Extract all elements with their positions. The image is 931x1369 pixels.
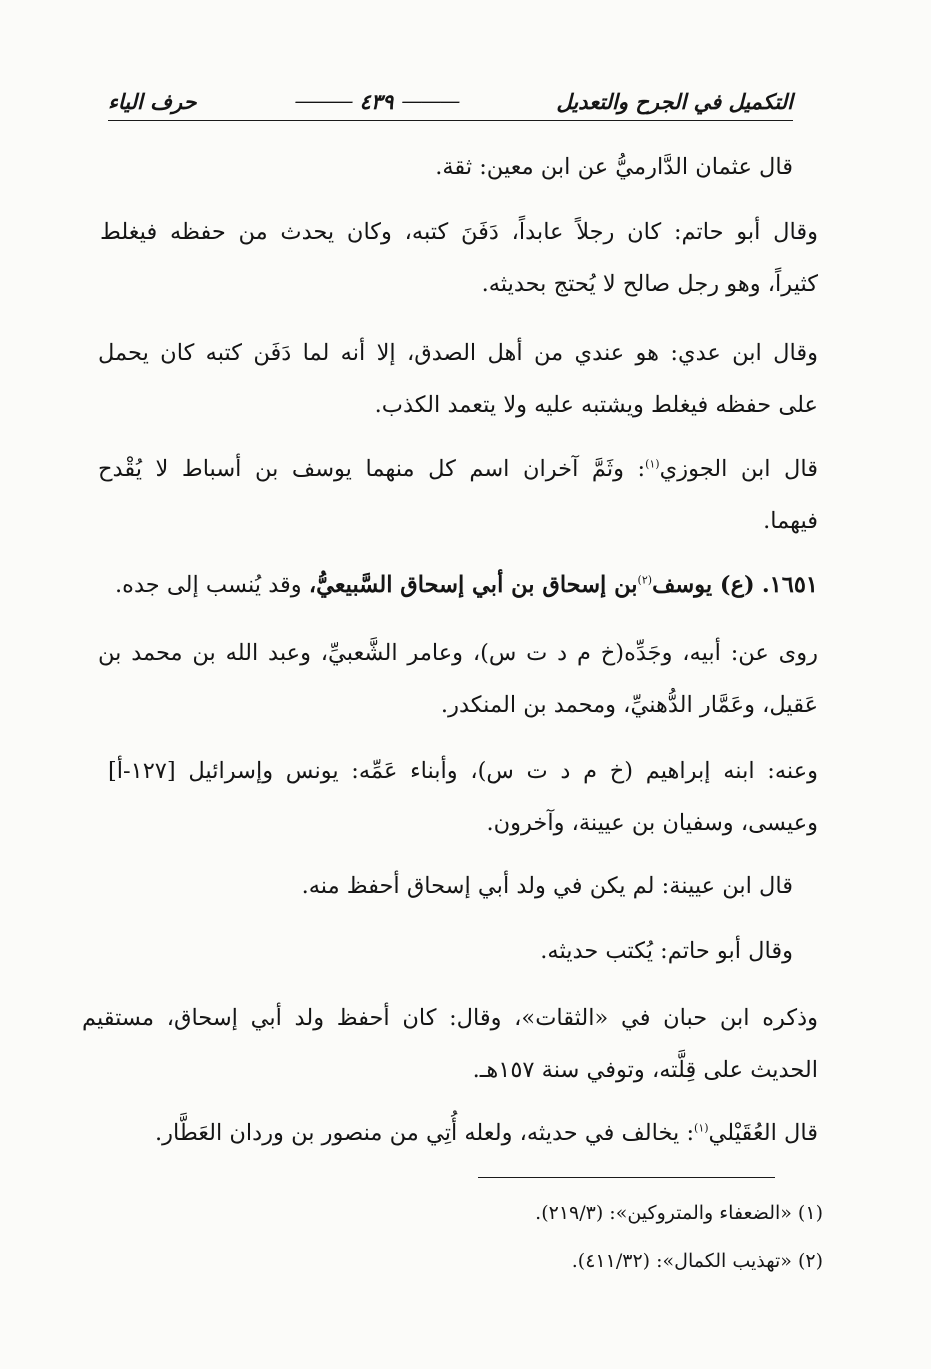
page-number: ٤٣٩ bbox=[359, 88, 394, 114]
text-line bbox=[100, 1107, 818, 1159]
paragraph-darimi bbox=[420, 141, 793, 193]
paragraph-abu-hatim-2 bbox=[480, 925, 793, 977]
footnote-separator bbox=[478, 1177, 775, 1178]
text-span: قال العُقَيْلي bbox=[708, 1120, 818, 1146]
text-line: وذكره ابن حبان في «الثقات»، وقال: كان أحفظ ولد أبي إسحاق، مستقيم bbox=[82, 1005, 818, 1031]
entry-number: ١٦٥١. bbox=[761, 572, 818, 598]
text-line bbox=[98, 443, 818, 495]
entry-heading bbox=[115, 559, 818, 611]
text-line: عَقيل، وعَمَّار الدُّهنيِّ، ومحمد بن المنكدر. bbox=[440, 692, 818, 718]
paragraph-ibn-adi bbox=[98, 327, 818, 431]
paragraph-ibn-hibban bbox=[82, 992, 818, 1096]
text-line: الحديث على قِلَّته، وتوفي سنة ١٥٧هـ. bbox=[472, 1057, 818, 1083]
text-span: : يخالف في حديثه، ولعله أُتِي من منصور بن وردان العَطَّار. bbox=[154, 1120, 695, 1146]
entry-name: بن إسحاق بن أبي إسحاق السَّبيعيُّ، bbox=[308, 572, 638, 598]
footnote-ref: (١) bbox=[694, 1121, 709, 1135]
text-line: وقال أبو حاتم: يُكتب حديثه. bbox=[540, 938, 793, 964]
footnote-2: (٢) «تهذيب الكمال»: (٤١١/٣٢). bbox=[571, 1250, 823, 1272]
text-line: قال ابن عيينة: لم يكن في ولد أبي إسحاق أحفظ منه. bbox=[301, 873, 793, 899]
paragraph-narrators bbox=[108, 745, 818, 849]
text-span: قال ابن الجوزي bbox=[659, 456, 818, 482]
entry-note: وقد يُنسب إلى جده. bbox=[115, 572, 309, 598]
footnote-1: (١) «الضعفاء والمتروكين»: (٢١٩/٣). bbox=[535, 1202, 823, 1224]
paragraph-abu-hatim bbox=[100, 206, 818, 310]
paragraph-ibn-jawzi bbox=[98, 443, 818, 547]
page-number-group bbox=[295, 89, 459, 114]
text-line: وعيسى، وسفيان بن عيينة، وآخرون. bbox=[486, 810, 818, 836]
paragraph-ibn-uyayna bbox=[290, 860, 793, 912]
text-line: كثيراً، وهو رجل صالح لا يُحتج بحديثه. bbox=[481, 271, 818, 297]
book-title: التكميل في الجرح والتعديل bbox=[556, 88, 793, 114]
text-line: قال عثمان الدَّارميُّ عن ابن معين: ثقة. bbox=[435, 154, 793, 180]
header-dash: ——— bbox=[294, 89, 352, 113]
header-dash: ——— bbox=[401, 89, 459, 113]
text-line: فيهما. bbox=[763, 508, 818, 534]
footnote-ref: (٢) bbox=[637, 573, 653, 587]
paragraph-uqayli bbox=[100, 1107, 818, 1159]
text-line: على حفظه فيغلط ويشتبه عليه ولا يتعمد الكذب. bbox=[374, 392, 818, 418]
text-line bbox=[115, 559, 818, 611]
footnote-ref: (١) bbox=[645, 457, 660, 471]
paragraph-narrated-from bbox=[98, 627, 818, 731]
text-line: وقال أبو حاتم: كان رجلاً عابداً، دَفَنَ كتبه، وكان يحدث من حفظه فيغلط bbox=[100, 219, 818, 245]
text-span: : وثَمَّ آخران اسم كل منهما يوسف بن أسباط لا يُقْدح bbox=[98, 456, 646, 482]
text-line: وقال ابن عدي: هو عندي من أهل الصدق، إلا أنه لما دَفَن كتبه كان يحمل bbox=[98, 340, 818, 366]
running-header bbox=[108, 82, 793, 121]
entry-name: (ع) يوسف bbox=[652, 572, 755, 598]
text-line: وعنه: ابنه إبراهيم (خ م د ت س)، وأبناء عَمِّه: يونس وإسرائيل [١٢٧-أ] bbox=[108, 758, 818, 784]
section-title: حرف الياء bbox=[108, 88, 197, 114]
text-line: روى عن: أبيه، وجَدِّه(خ م د ت س)، وعامر الشَّعبيِّ، وعبد الله بن محمد بن bbox=[98, 640, 818, 666]
